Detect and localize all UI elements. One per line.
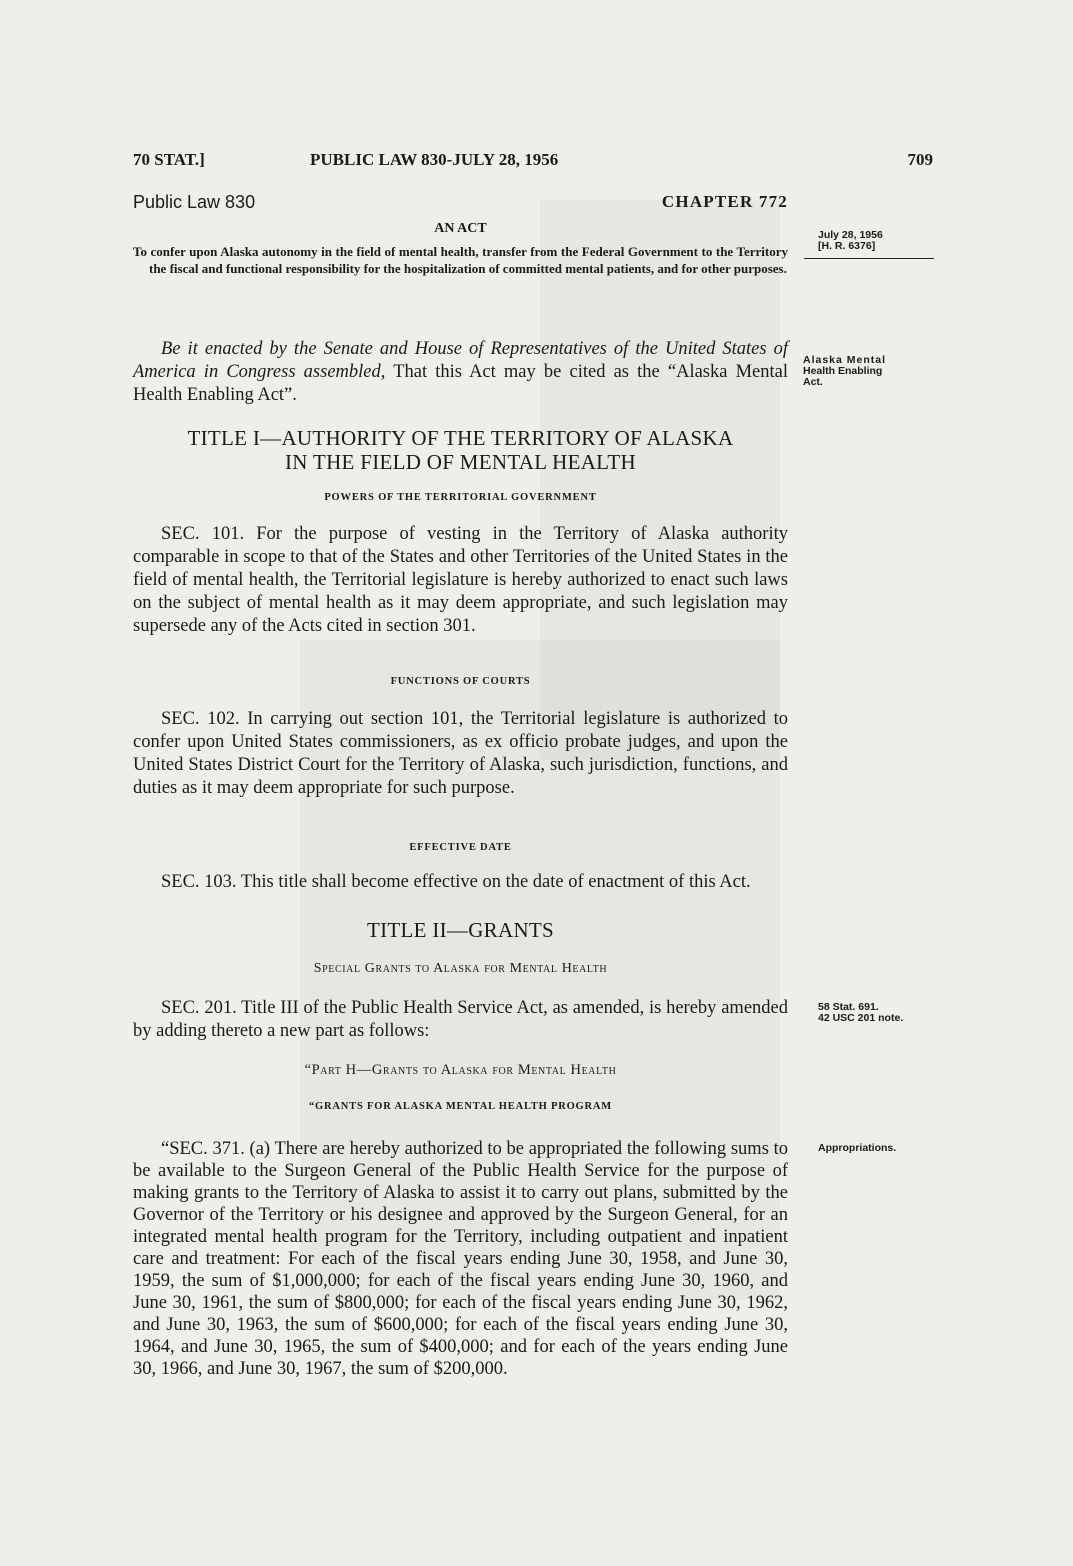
courts-subheading: FUNCTIONS OF COURTS — [390, 676, 531, 687]
section-371 — [133, 1138, 788, 1380]
margin-note-short-title-line-2: Health Enabling — [803, 365, 883, 377]
margin-note-statute-line-1: 58 Stat. 691. — [818, 1001, 879, 1013]
special-grants-subheading: Special Grants to Alaska for Mental Health — [313, 961, 608, 976]
title-one-heading-line-1: TITLE I—AUTHORITY OF THE TERRITORY OF ALASKA — [187, 426, 734, 450]
part-h-heading: “Part H—Grants to Alaska for Mental Health — [304, 1062, 617, 1078]
bleed-through-shade — [300, 640, 780, 1000]
margin-note-date-line-1: July 28, 1956 — [818, 229, 883, 241]
enacting-formula: Be it enacted by the Senate and House of Representatives of the United States of America in Congress assembled, — [133, 339, 788, 382]
section-101 — [133, 523, 788, 638]
section-102 — [133, 708, 788, 800]
program-subheading: “GRANTS FOR ALASKA MENTAL HEALTH PROGRAM — [309, 1101, 612, 1112]
margin-note-short-title-line-1: Alaska Mental — [803, 354, 887, 366]
act-label: AN ACT — [434, 221, 487, 236]
section-101-text: SEC. 101. For the purpose of vesting in the Territory of Alaska authority comparable in scope to that of the States and other Territories of the United States in the field of mental health, the Territorial legislature is hereby authorized to enact such laws on the subject of mental health as it may deem appropriate, and such legislation may supersede any of the Acts cited in section 301. — [133, 524, 788, 636]
title-one-heading — [133, 426, 788, 474]
act-purpose-text: To confer upon Alaska autonomy in the field of mental health, transfer from the Federal Government to the Territory the fiscal and functional responsibility for the hospitalization of committed mental patients, and for other purposes. — [133, 244, 788, 276]
margin-note-statute — [818, 1002, 903, 1024]
running-header — [133, 150, 933, 174]
title-one-heading-line-2: IN THE FIELD OF MENTAL HEALTH — [285, 450, 636, 474]
section-201-text: SEC. 201. Title III of the Public Health Service Act, as amended, is hereby amended by adding thereto a new part as follows: — [133, 998, 788, 1041]
chapter-label: CHAPTER 772 — [661, 192, 788, 211]
margin-note-date-line-2: [H. R. 6376] — [818, 240, 876, 252]
volume-reference: 70 STAT.] — [133, 150, 205, 169]
powers-subheading: POWERS OF THE TERRITORIAL GOVERNMENT — [324, 492, 597, 503]
section-103-text: SEC. 103. This title shall become effective on the date of enactment of this Act. — [161, 872, 751, 892]
running-title: PUBLIC LAW 830-JULY 28, 1956 — [310, 150, 559, 169]
section-102-text: SEC. 102. In carrying out section 101, the Territorial legislature is authorized to confer upon United States commissioners, as ex officio probate judges, and upon the United States District Court for the Territory of Alaska, such jurisdiction, functions, and duties as it may deem appropriate for such purpose. — [133, 709, 788, 798]
margin-note-statute-line-2: 42 USC 201 note. — [818, 1012, 904, 1024]
page-number: 709 — [907, 150, 933, 169]
margin-note-date — [818, 230, 883, 252]
act-purpose — [133, 244, 788, 277]
section-103 — [133, 871, 788, 894]
title-two-heading: TITLE II—GRANTS — [366, 918, 555, 942]
margin-note-short-title — [803, 355, 886, 388]
margin-note-short-title-line-3: Act. — [803, 376, 823, 388]
section-201 — [133, 997, 788, 1043]
enacting-clause — [133, 338, 788, 407]
section-371-text: “SEC. 371. (a) There are hereby authorized to be appropriated the following sums to be available to the Surgeon General of the Public Health Service for the purpose of making grants to the Territory of Alaska to assist it to carry out plans, submitted by the Governor of the Territory or his designee and approved by the Surgeon General, for an integrated mental health program for the Territory, including outpatient and inpatient care and treatment: For each of the fiscal years ending June 30, 1958, and June 30, 1959, the sum of $1,000,000; for each of the fiscal years ending June 30, 1960, and June 30, 1961, the sum of $800,000; for each of the fiscal years ending June 30, 1962, and June 30, 1963, the sum of $600,000; for each of the fiscal years ending June 30, 1964, and June 30, 1965, the sum of $400,000; and for each of the years ending June 30, 1966, and June 30, 1967, the sum of $200,000. — [133, 1139, 788, 1379]
public-law-label: Public Law 830 — [133, 192, 256, 212]
short-title-clause: That this Act may be cited as the “Alaska Mental Health Enabling Act”. — [133, 362, 788, 405]
margin-note-rule — [804, 258, 934, 259]
effective-date-subheading: EFFECTIVE DATE — [409, 842, 512, 853]
margin-note-appropriations: Appropriations. — [818, 1142, 897, 1154]
